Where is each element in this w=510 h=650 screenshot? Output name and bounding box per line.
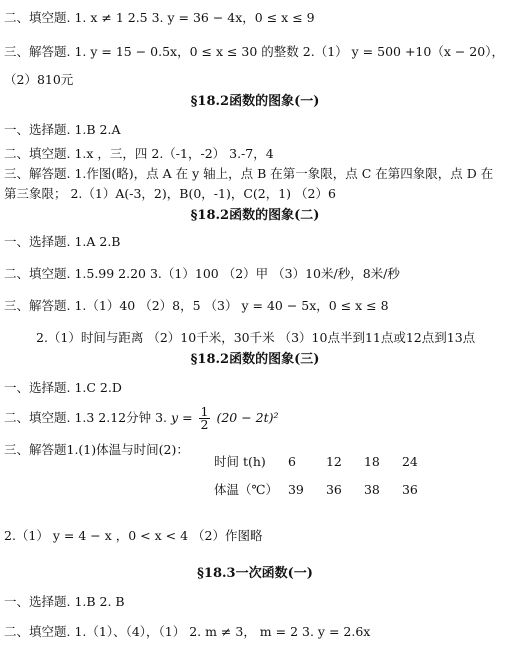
- answer-line: 二、填空题. 1.（1）、（4），（1） 2. m ≠ 3， m = 2 3. y = 2.6x: [4, 624, 371, 639]
- answer-line: 一、选择题. 1.B 2. B: [4, 594, 125, 609]
- answer-line: （2）810元: [4, 72, 74, 87]
- section-heading: §18.2函数的图象(二): [190, 208, 320, 223]
- answer-line: 二、填空题. 1. x ≠ 1 2.5 3. y = 36 − 4x，0 ≤ x ≤ 9: [4, 10, 315, 25]
- answer-text: 二、填空题. 1.3 2.12分钟 3.: [4, 410, 168, 425]
- table-cell: 39: [287, 482, 304, 497]
- answer-line: 一、选择题. 1.C 2.D: [4, 380, 122, 395]
- answer-line: 三、解答题. 1.作图(略)，点 A 在 y 轴上，点 B 在第一象限，点 C 在第四象限，点 D 在: [4, 166, 494, 181]
- answer-line: 第三象限； 2.（1）A(-3，2)，B(0，-1)，C(2，1) （2）6: [4, 186, 336, 201]
- answer-line: 二、填空题. 1.5.99 2.20 3.（1）100 （2）甲 （3）10米/秒，8米/秒: [4, 266, 400, 281]
- table-cell: 24: [401, 454, 418, 469]
- answer-line: 三、解答题. 1.（1）40 （2）8，5 （3） y = 40 − 5x，0 ≤ x ≤ 8: [4, 298, 389, 313]
- table-row-label: 时间 t(h): [214, 454, 266, 469]
- table-cell: 36: [325, 482, 342, 497]
- table-cell: 36: [401, 482, 418, 497]
- section-heading: §18.2函数的图象(三): [190, 352, 320, 367]
- answer-line: 一、选择题. 1.A 2.B: [4, 234, 121, 249]
- answer-line: 二、填空题. 1.x ，三，四 2.（-1，-2） 3.-7，4: [4, 146, 274, 161]
- formula-rhs: (20 − 2t)²: [216, 410, 279, 425]
- answer-line: 三、解答题. 1. y = 15 − 0.5x，0 ≤ x ≤ 30 的整数 2.（1） y = 500 +10（x − 20），: [4, 44, 504, 59]
- formula-lhs: y =: [171, 410, 193, 425]
- table-cell: 38: [363, 482, 380, 497]
- section-heading: §18.2函数的图象(一): [190, 94, 320, 109]
- table-row-label: 体温（℃）: [214, 482, 278, 497]
- table-cell: 12: [325, 454, 342, 469]
- fraction: [199, 406, 211, 431]
- table-cell: 6: [287, 454, 296, 469]
- table-row: [214, 454, 436, 470]
- answer-line: 2.（1）时间与距离 （2）10千米，30千米 （3）10点半到11点或12点到13点: [36, 330, 476, 345]
- section-heading: §18.3一次函数(一): [197, 566, 313, 581]
- table-cell: 18: [363, 454, 380, 469]
- answer-line: [4, 406, 279, 431]
- fraction-numerator: 1: [200, 404, 209, 419]
- answer-line: 一、选择题. 1.B 2.A: [4, 122, 121, 137]
- answer-line: 2.（1） y = 4 − x ，0 < x < 4 （2）作图略: [4, 528, 263, 543]
- table-row: [214, 482, 436, 498]
- fraction-denominator: 2: [200, 417, 209, 432]
- answer-line: 三、解答题1.(1)体温与时间(2)：: [4, 442, 189, 457]
